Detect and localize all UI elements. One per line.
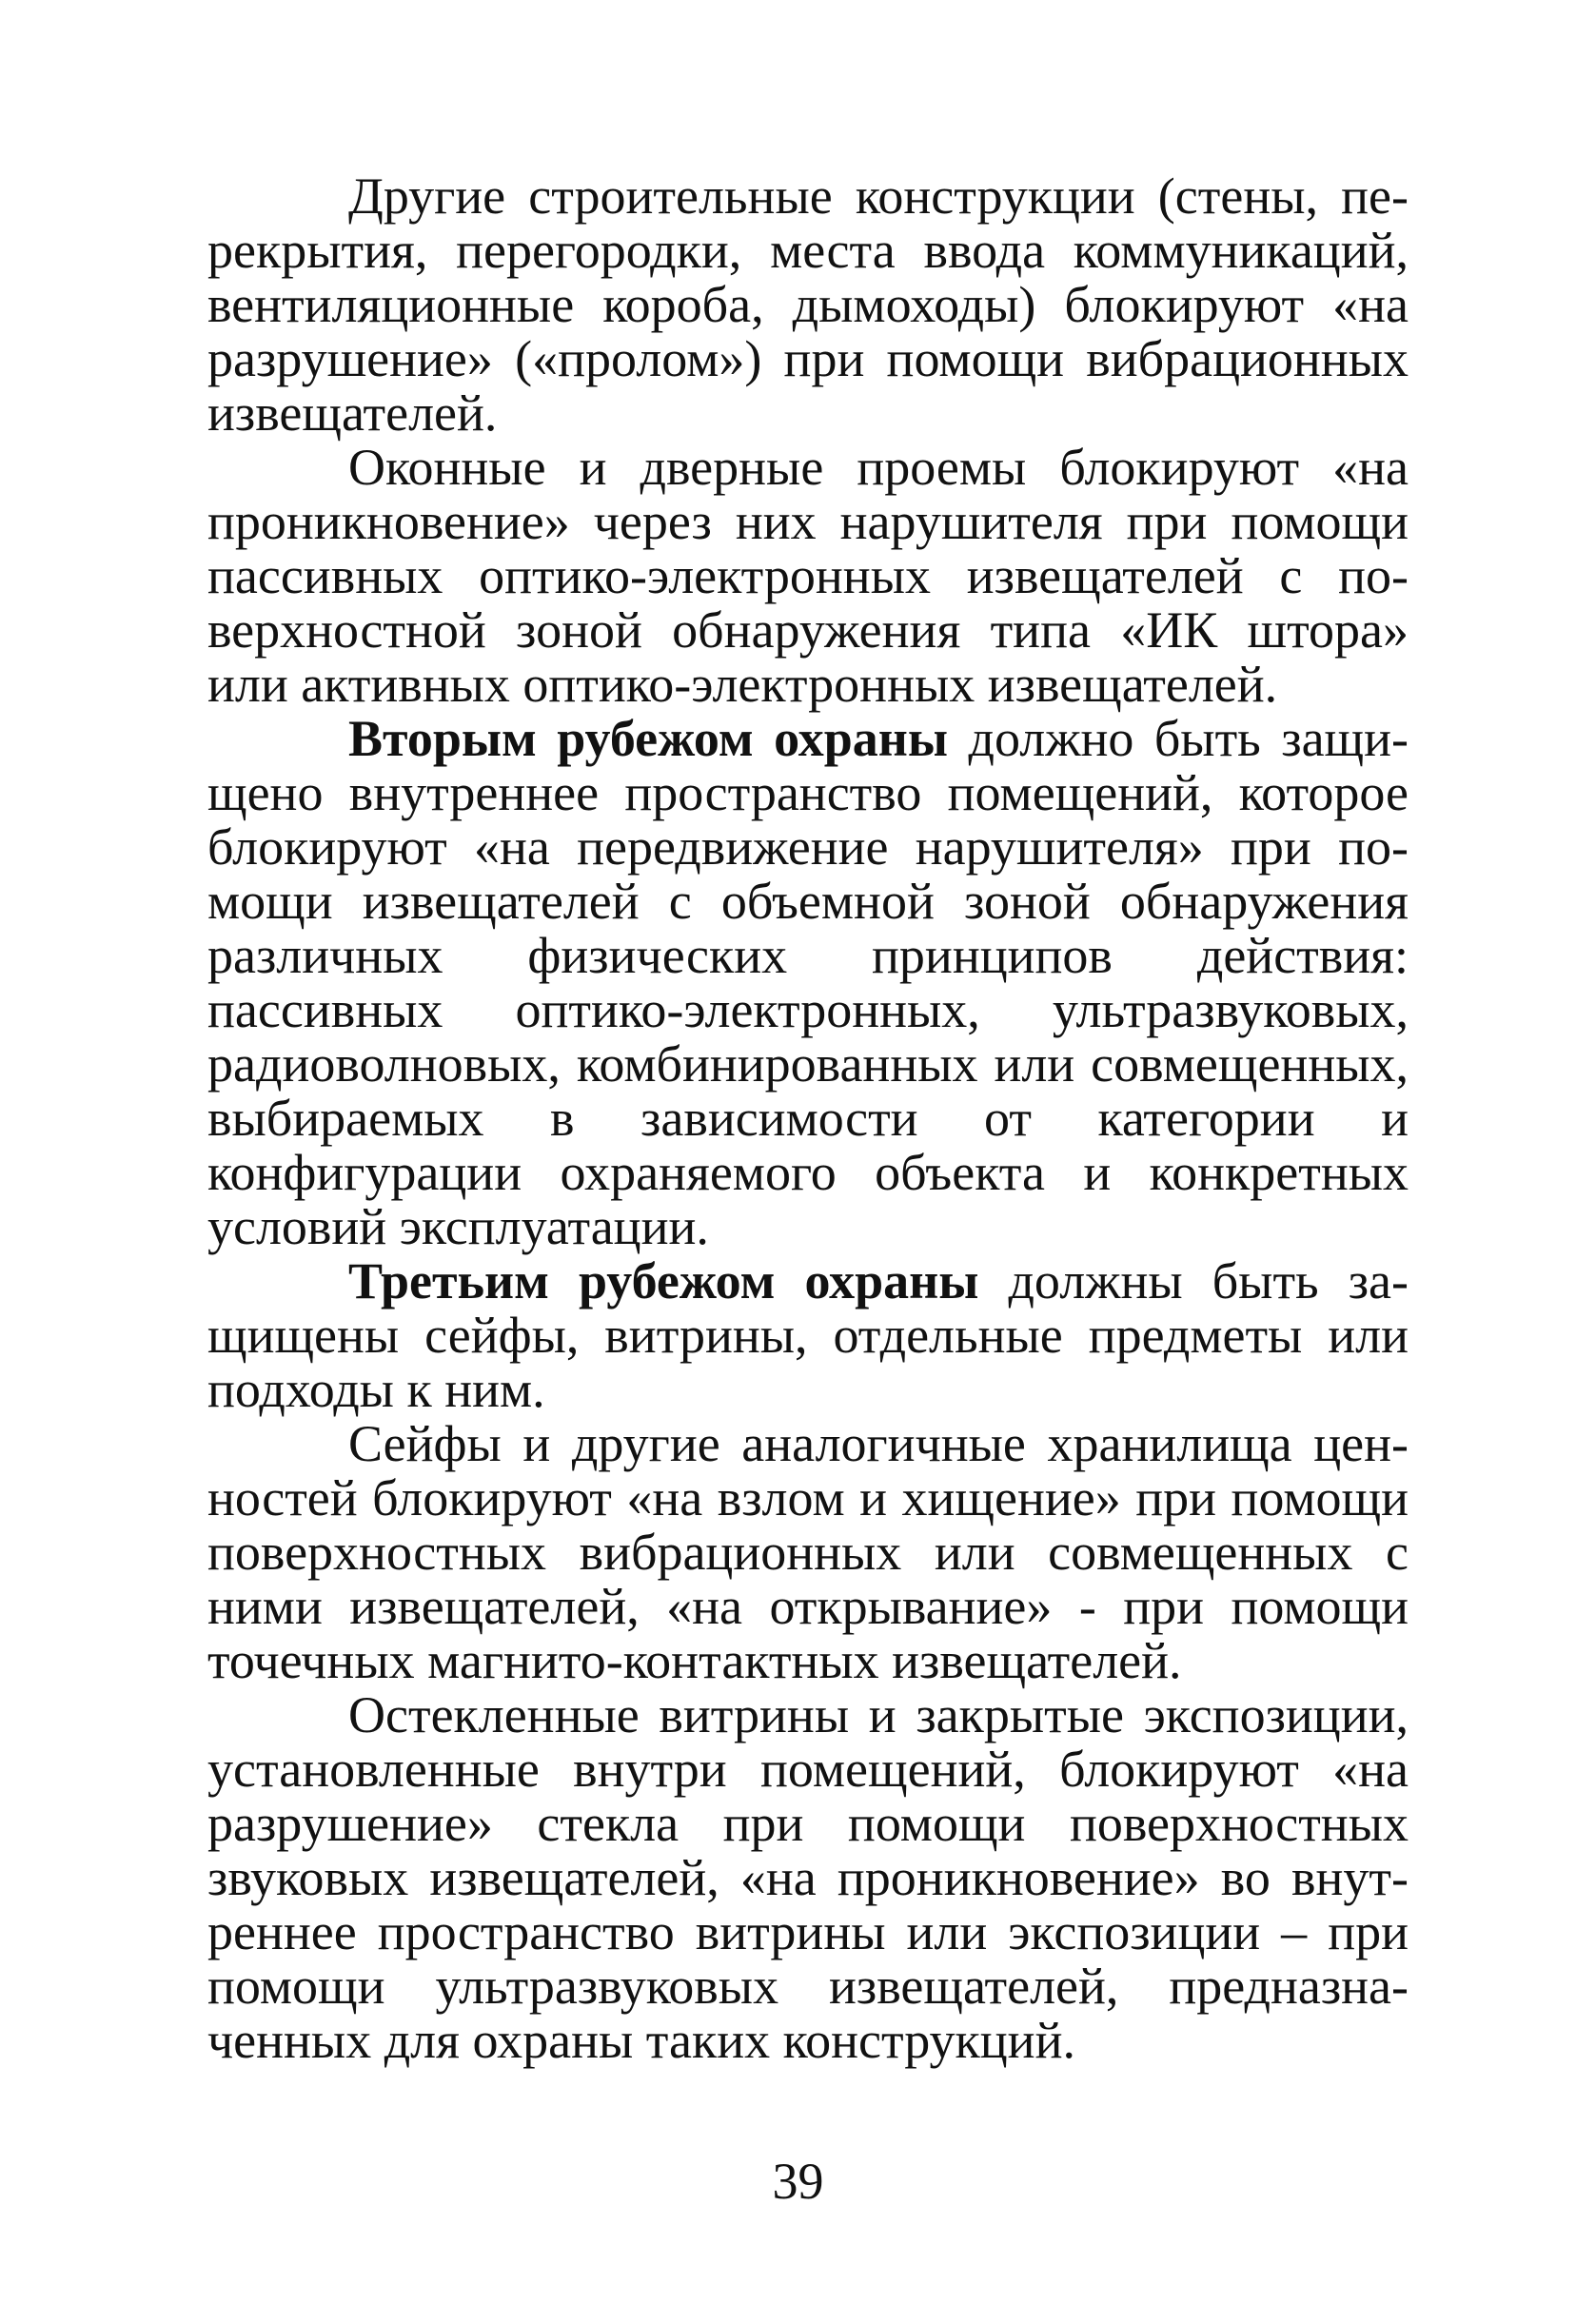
paragraph-safes xyxy=(207,1417,1409,1688)
paragraph-lead: Вторым рубежом охраны xyxy=(348,710,949,767)
page-number: 39 xyxy=(772,2153,824,2210)
paragraph-showcases xyxy=(207,1688,1409,2068)
paragraph-second-line xyxy=(207,712,1409,1254)
paragraph-third-line xyxy=(207,1254,1409,1417)
paragraph-text: Оконные и дверные проемы блокируют «на проникновение» через них нарушителя при помощи пассивных оптико-электронных извещателей с поверхностной зоной обнаружения типа «ИК штора» или активных оптико-электронных извещателей. xyxy=(207,439,1409,713)
paragraph-windows-doors xyxy=(207,441,1409,712)
body-text xyxy=(207,169,1409,2068)
paragraph-text: должны быть защищены сейфы, витрины, отдельные предметы или подходы к ним. xyxy=(207,1252,1409,1418)
paragraph-text: Сейфы и другие аналогичные хранилища ценностей блокируют «на взлом и хищение» при помощи поверхностных вибрационных или совмещенных с ними извещателей, «на открывание» - при помощи точечных магнито-контактных извещателей. xyxy=(207,1415,1409,1689)
paragraph-walls xyxy=(207,169,1409,441)
paragraph-lead: Третьим рубежом охраны xyxy=(348,1252,979,1310)
paragraph-text: должно быть защищено внутреннее пространство помещений, которое блокируют «на передвижение нарушителя» при помощи извещателей с объемной зоной обнаружения различных физических принципов действия: пассивных оптико-электронных, ультразвуковых, радиоволновых, комбинированных или совмещенных, выбираемых в зависимости от категории и конфигурации охраняемого объекта и конкретных условий эксплуатации. xyxy=(207,710,1409,1255)
paragraph-text: Другие строительные конструкции (стены, перекрытия, перегородки, места ввода коммуникаций, вентиляционные короба, дымоходы) блокируют «на разрушение» («пролом») при помощи вибрационных извещателей. xyxy=(207,167,1409,442)
paragraph-text: Остекленные витрины и закрытые экспозиции, установленные внутри помещений, блокируют «на разрушение» стекла при помощи поверхностных звуковых извещателей, «на проникновение» во внутреннее пространство витрины или экспозиции – при помощи ультразвуковых извещателей, предназначенных для охраны таких конструкций. xyxy=(207,1686,1409,2069)
